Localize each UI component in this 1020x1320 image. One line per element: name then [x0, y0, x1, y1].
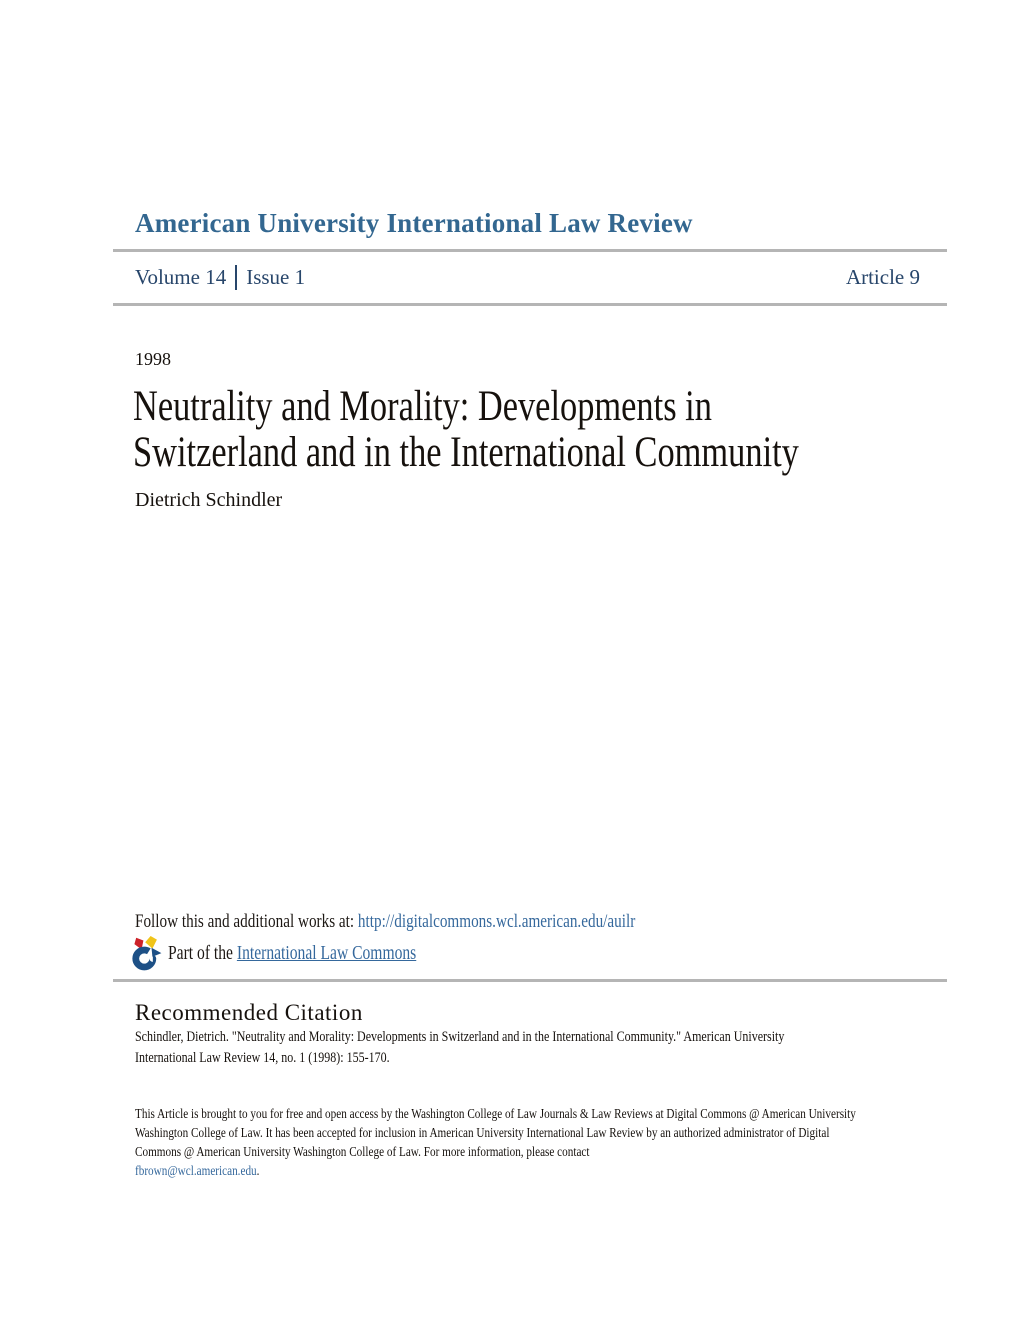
article-title-line-2: Switzerland and in the International Community — [133, 429, 799, 476]
recommended-citation-heading: Recommended Citation — [135, 1000, 363, 1025]
international-law-commons-link[interactable]: International Law Commons — [236, 943, 417, 964]
access-statement — [135, 1105, 859, 1181]
volume-issue-row — [135, 262, 920, 292]
part-of-label: Part of the — [168, 943, 237, 964]
divider-header — [113, 303, 947, 306]
part-of-line — [168, 943, 416, 965]
follow-works-line — [135, 911, 635, 933]
separator-bar — [235, 265, 237, 290]
digital-commons-network-icon — [131, 936, 163, 972]
volume-issue — [135, 262, 305, 292]
volume-label: Volume 14 — [135, 265, 227, 289]
issue-label: Issue 1 — [246, 265, 306, 289]
article-number: Article 9 — [845, 265, 920, 289]
contact-email-link[interactable]: fbrown@wcl.american.edu — [135, 1164, 257, 1179]
divider-top — [113, 249, 947, 252]
follow-works-label: Follow this and additional works at: — [135, 911, 358, 932]
journal-title: American University International Law Review — [135, 208, 693, 238]
access-statement-text: This Article is brought to you for free and open access by the Washington College of Law Journals & Law Reviews at Digital Commons @ American University Washington College of Law. It has been accepted for inclusion in American University International Law Review by an authorized administrator of Digital Commons @ American University Washington College of Law. For more information, please contact — [135, 1107, 856, 1160]
article-title — [133, 384, 799, 476]
access-statement-period: . — [256, 1164, 260, 1179]
publication-year: 1998 — [135, 349, 171, 369]
divider-citation — [113, 979, 947, 982]
article-title-line-1: Neutrality and Morality: Developments in — [133, 383, 712, 430]
author-name: Dietrich Schindler — [135, 489, 283, 511]
recommended-citation-text: Schindler, Dietrich. "Neutrality and Morality: Developments in Switzerland and in the International Community." American University International Law Review 14, no. 1 (1998): 155-170. — [135, 1029, 785, 1066]
repository-url-link[interactable]: http://digitalcommons.wcl.american.edu/auilr — [357, 911, 636, 932]
